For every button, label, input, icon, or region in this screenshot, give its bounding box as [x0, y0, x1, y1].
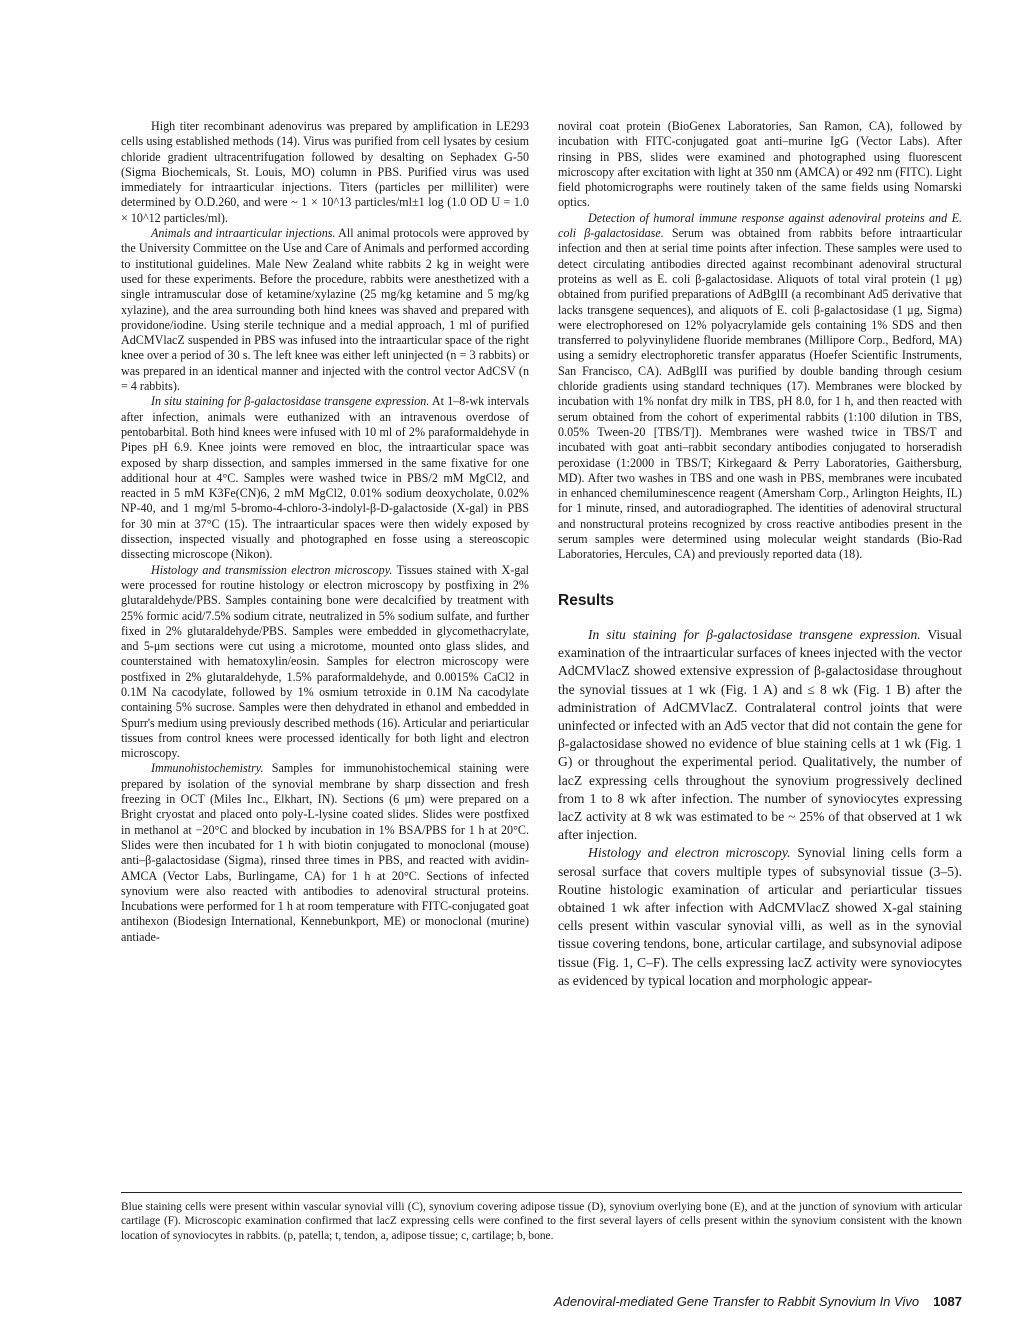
- methods-insitu-paragraph: [121, 394, 529, 562]
- methods-humoral-paragraph: [558, 211, 962, 563]
- methods-animals-heading: Animals and intraarticular injections.: [151, 226, 336, 241]
- methods-insitu-text: At 1–8-wk intervals after infection, animals were euthanized with an intravenous overdose of pentobarbital. Both hind knees were infused with 10 ml of 2% paraformaldehyde in Pipes pH 6.9. Knee joints were removed en bloc, the intraarticular space was exposed by sharp dissection, and samples immersed in the same fixative for one additional hour at 4°C. Samples were washed twice in PBS/2 mM MgCl2, and reacted in 5 mM K3Fe(CN)6, 2 mM MgCl2, 0.01% sodium deoxycholate, 0.02% NP-40, and 1 mg/ml 5-bromo-4-chloro-3-indolyl-β-D-galactoside (X-gal) in PBS for 30 min at 37°C (15). The intraarticular spaces were then widely exposed by dissection, inspected visually and photographed en fosse using a stereoscopic dissecting microscope (Nikon).: [121, 394, 529, 562]
- results-histology-paragraph: [558, 844, 962, 990]
- page-footer: [554, 1294, 962, 1310]
- methods-virus-paragraph: High titer recombinant adenovirus was prepared by amplification in LE293 cells using established methods (14). Virus was purified from cell lysates by cesium chloride gradient ultracentrifugation followed by desalting on Sephadex G-50 (Sigma Biochemicals, St. Louis, MO) column in PBS. Purified virus was used immediately for intraarticular injections. Titers (particles per milliliter) were determined by O.D.260, and were ~ 1 × 10^13 particles/ml±1 log (1.0 OD U = 1.0 × 10^12 particles/ml).: [121, 119, 529, 225]
- methods-immuno-text: Samples for immunohistochemical staining were prepared by isolation of the synovial membrane by sharp dissection and fresh freezing in OCT (Miles Inc., Elkhart, IN). Sections (6 μm) were prepared on a Bright cryostat and placed onto poly-L-lysine coated slides. Slides were postfixed in methanol at −20°C and blocked by incubation in 1% BSA/PBS for 1 h at 20°C. Slides were then incubated for 1 h with biotin conjugated to monoclonal (mouse) anti–β-galactosidase (Sigma), rinsed three times in PBS, and reacted with avidin-AMCA (Vector Labs, Burlingame, CA) for 1 h at 20°C. Sections of infected synovium were also reacted with antibodies to adenoviral structural proteins. Incubations were performed for 1 h at room temperature with FITC-conjugated goat antihexon (Biodesign International, Kennebunkport, ME) or monoclonal (murine) antiade-: [121, 761, 529, 944]
- results-insitu-heading: In situ staining for β-galactosidase transgene expression.: [588, 626, 921, 642]
- methods-histology-paragraph: [121, 563, 529, 762]
- methods-histology-heading: Histology and transmission electron microscopy.: [151, 562, 393, 577]
- methods-immuno-paragraph: [121, 761, 529, 945]
- results-heading: Results: [558, 591, 614, 609]
- methods-animals-paragraph: [121, 226, 529, 394]
- methods-insitu-heading: In situ staining for β-galactosidase transgene expression.: [151, 394, 430, 409]
- results-histology-text: Synovial lining cells form a serosal surface that covers multiple types of subsynovial tissue (3–5). Routine histologic examination of articular and periarticular tissues obtained 1 wk after infection with AdCMVlacZ showed X-gal staining cells present within vascular synovial villi, as well as in the synovial tissue covering tendons, bone, articular cartilage, and subsynovial adipose tissue (Fig. 1, C–F). The cells expressing lacZ activity were synoviocytes as evidenced by typical location and morphologic appear-: [558, 845, 962, 988]
- results-insitu-text: Visual examination of the intraarticular surfaces of knees injected with the vector AdCMVlacZ showed extensive expression of β-galactosidase throughout the synovial tissues at 1 wk (Fig. 1 A) and ≤ 8 wk (Fig. 1 B) after the administration of AdCMVlacZ. Contralateral control joints that were uninfected or infected with an Ad5 vector that did not contain the gene for β-galactosidase showed no evidence of blue staining cells at 1 wk (Fig. 1 G) or throughout the experimental period. Qualitatively, the number of lacZ expressing cells throughout the synovium progressively declined from 1 to 8 wk after infection. The number of synoviocytes expressing lacZ activity at 8 wk was estimated to be ~ 25% of that observed at 1 wk after injection.: [558, 626, 963, 843]
- methods-animals-text: All animal protocols were approved by the University Committee on the Use and Care of Animals and performed according to institutional guidelines. Male New Zealand white rabbits 2 kg in weight were used for these experiments. Before the procedure, rabbits were anesthetized with a single intramuscular dose of ketamine/xylazine (25 mg/kg ketamine and 5 mg/kg xylazine), and the area surrounding both hind knees was shaved and prepared with providone/iodine. Using sterile technique and a medial approach, 1 ml of purified AdCMVlacZ suspended in PBS was infused into the intraarticular space of the right knee over a period of 30 s. The left knee was either left uninjected (n = 3 rabbits) or was prepared in an identical manner and injected with the control vector AdCSV (n = 4 rabbits).: [121, 226, 529, 394]
- methods-immuno-continued: noviral coat protein (BioGenex Laboratories, San Ramon, CA), followed by incubation with FITC-conjugated goat anti–murine IgG (Vector Labs). After rinsing in PBS, slides were examined and photographed using fluorescent microscopy after excitation with light at 350 nm (AMCA) or 492 nm (FITC). Light field photomicrographs were routinely taken of the same fields using Nomarski optics.: [558, 119, 962, 210]
- results-histology-heading: Histology and electron microscopy.: [588, 845, 791, 861]
- methods-humoral-text: Serum was obtained from rabbits before intraarticular infection and then at serial time points after infection. These samples were used to detect circulating antibodies directed against recombinant adenoviral structural proteins as well as E. coli β-galactosidase. Aliquots of total viral protein (1 μg) obtained from purified preparations of AdBglII (a recombinant Ad5 derivative that lacks transgene sequences), and aliquots of E. coli β-galactosidase (1 μg, Sigma) were electrophoresed on 12% polyacrylamide gels containing 1% SDS and then transferred to polyvinylidene fluoride membranes (Millipore Corp., Bedford, MA) using a semidry electrophoretic transfer apparatus (Hoefer Scientific Instruments, San Francisco, CA). AdBglII was purified by double banding through cesium chloride gradients using standard techniques (17). Membranes were blocked by incubation with 1% nonfat dry milk in TBS, pH 8.0, for 1 h, and then reacted with serum obtained from the cohort of experimental rabbits (1:100 dilution in TBS, 0.05% Tween-20 [TBS/T]). Membranes were washed twice in TBS/T and incubated with goat anti–rabbit secondary antibodies conjugated to horseradish peroxidase (1:2000 in TBS/T; Kirkegaard & Perry Laboratories, Gaithersburg, MD). After two washes in TBS and one wash in PBS, membranes were incubated in enhanced chemiluminescence reagent (Amersham Corp., Arlington Heights, IL) for 1 minute, rinsed, and autoradiographed. The identities of adenoviral structural and nonstructural proteins recognized by cross reactive antibodies present in the serum samples were determined using molecular weight standards (Bio-Rad Laboratories, Hercules, CA) and previously reported data (18).: [558, 226, 962, 562]
- caption-divider: [121, 1192, 962, 1193]
- right-column: [558, 119, 962, 990]
- running-title: Adenoviral-mediated Gene Transfer to Rabbit Synovium In Vivo: [553, 1294, 920, 1309]
- left-column: [121, 119, 529, 945]
- page-number: 1087: [933, 1294, 962, 1309]
- methods-immuno-heading: Immunohistochemistry.: [151, 761, 264, 776]
- methods-humoral-heading: Detection of humoral immune response against adenoviral proteins and E. coli β-galactosidase.: [558, 210, 962, 241]
- results-insitu-paragraph: [558, 626, 962, 844]
- figure-caption: Blue staining cells were present within vascular synovial villi (C), synovium covering adipose tissue (D), synovium overlying bone (E), and at the junction of synovium with articular cartilage (F). Microscopic examination confirmed that lacZ expressing cells were confined to the first several layers of cells present within the synovium consistent with the known location of synoviocytes in rabbits. (p, patella; t, tendon, a, adipose tissue; c, cartilage; b, bone.: [121, 1201, 962, 1242]
- methods-histology-text: Tissues stained with X-gal were processed for routine histology or electron microscopy by postfixing in 2% glutaraldehyde/PBS. Samples containing bone were decalcified by treatment with 25% formic acid/7.5% sodium citrate, neutralized in 5% sodium sulfate, and further fixed in 2% glutaraldehyde/PBS. Samples were embedded in glycomethacrylate, and 5-μm sections were cut using a microtome, mounted onto glass slides, and counterstained with hematoxylin/eosin. Samples for electron microscopy were postfixed in 2% glutaraldehyde, 1.5% paraformaldehyde, and 0.0015% CaCl2 in 0.1M Na cacodylate, followed by 1% osmium tetroxide in 0.1M Na cacodylate containing 5% sucrose. Samples were then dehydrated in ethanol and embedded in Spurr's medium using previously described methods (16). Articular and periarticular tissues from control knees were processed identically for both light and electron microscopy.: [121, 562, 529, 761]
